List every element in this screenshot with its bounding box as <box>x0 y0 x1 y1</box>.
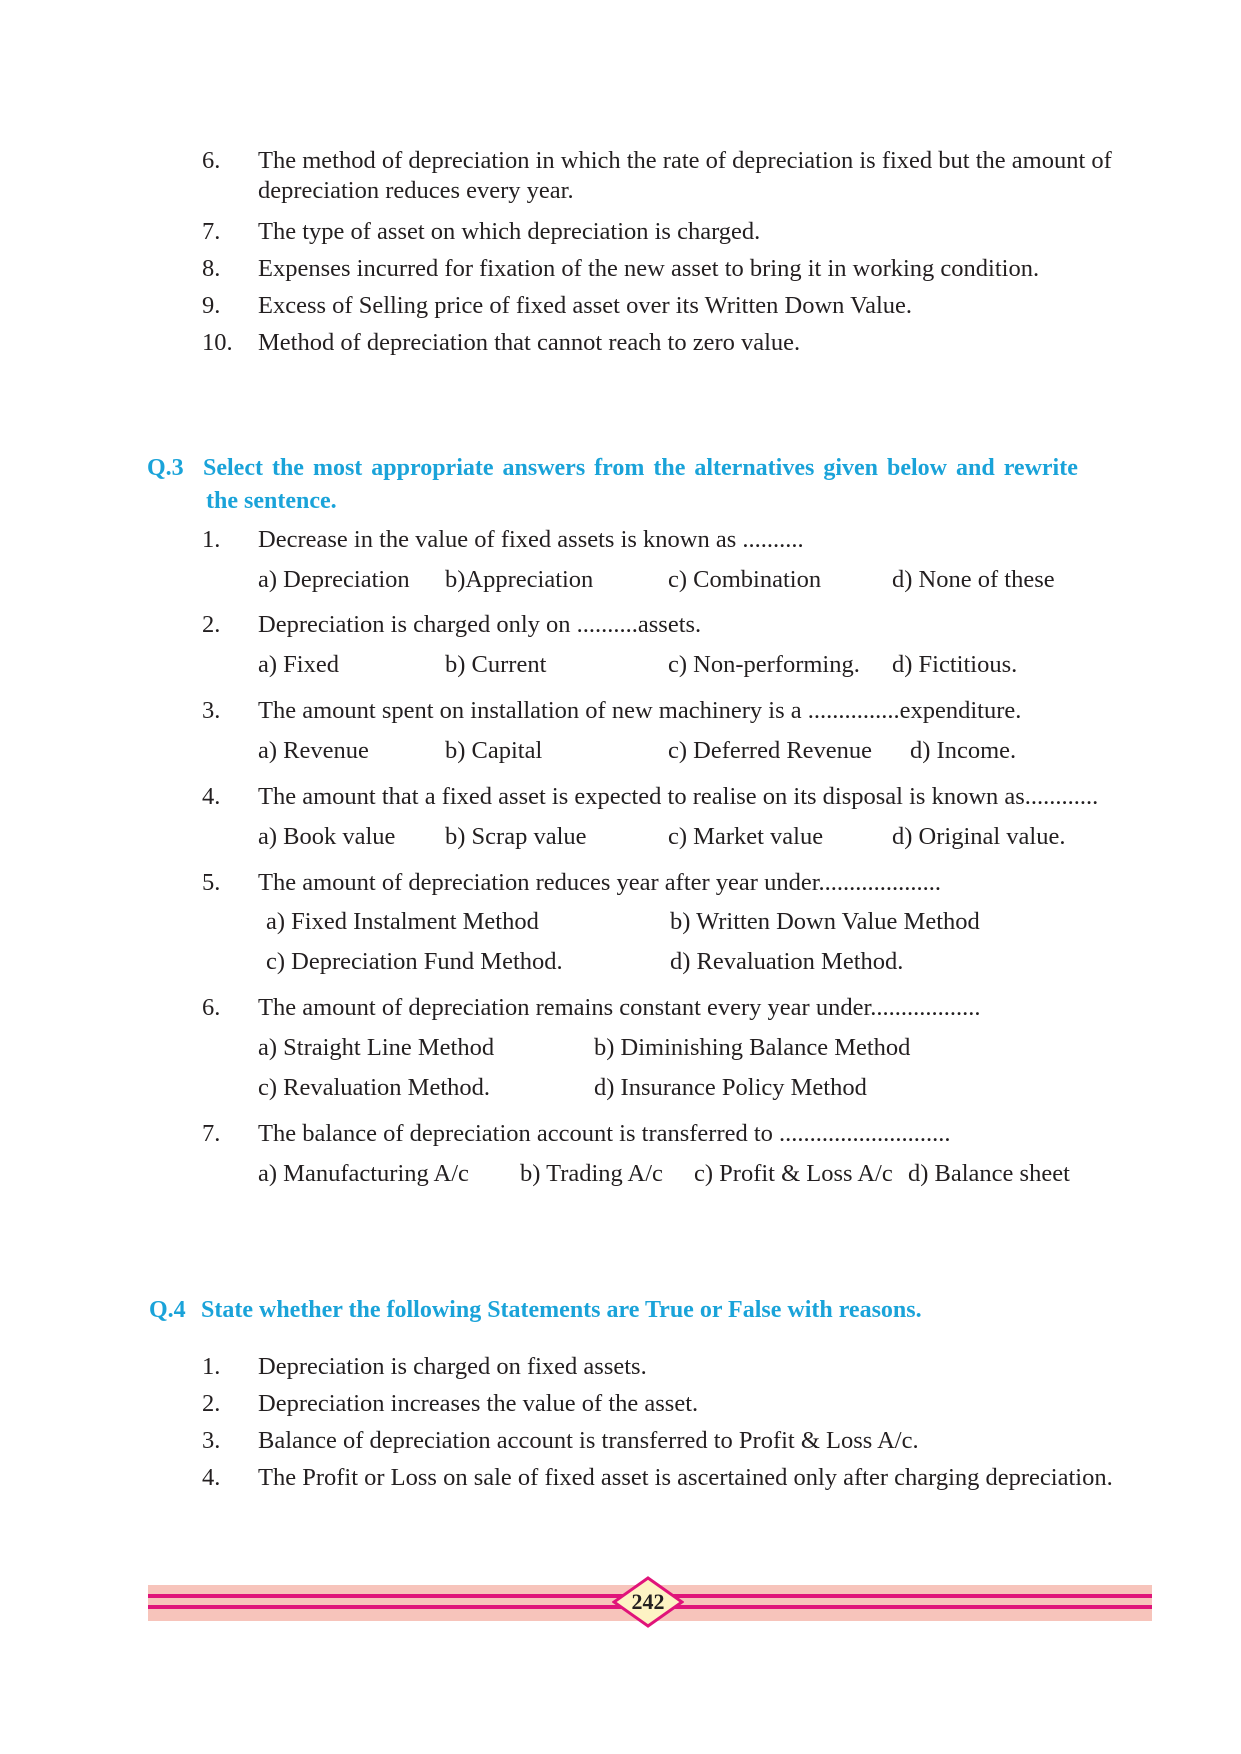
question-heading: State whether the following Statements are True or False with reasons. <box>201 1297 922 1323</box>
option-b: b) Diminishing Balance Method <box>594 1034 911 1061</box>
option-d: d) Revaluation Method. <box>670 948 904 975</box>
option-a: a) Fixed <box>258 651 339 678</box>
option-b: b) Scrap value <box>445 823 587 850</box>
item-text: Excess of Selling price of fixed asset over its Written Down Value. <box>258 292 913 319</box>
item-text: The amount that a fixed asset is expected to realise on its disposal is known as............ <box>258 783 1099 810</box>
item-number: 10. <box>202 329 233 356</box>
option-b: b) Capital <box>445 737 543 764</box>
item-number: 4. <box>202 1464 221 1491</box>
item-number: 4. <box>202 783 221 810</box>
option-d: d) Balance sheet <box>908 1160 1070 1187</box>
item-number: 6. <box>202 147 221 174</box>
item-number: 9. <box>202 292 221 319</box>
item-text: Expenses incurred for fixation of the new asset to bring it in working condition. <box>258 255 1040 282</box>
item-text: The Profit or Loss on sale of fixed asset is ascertained only after charging depreciation. <box>258 1464 1113 1491</box>
item-number: 5. <box>202 869 221 896</box>
option-c: c) Market value <box>668 823 824 850</box>
option-c: c) Revaluation Method. <box>258 1074 491 1101</box>
question-label: Q.3 <box>147 455 184 481</box>
item-text <box>258 146 1198 206</box>
item-number: 3. <box>202 1427 221 1454</box>
option-a: a) Fixed Instalment Method <box>266 908 539 935</box>
item-number: 7. <box>202 218 221 245</box>
item-text: The amount of depreciation remains constant every year under.................. <box>258 994 981 1021</box>
item-text: The balance of depreciation account is transferred to ............................ <box>258 1120 951 1147</box>
option-d: d) Insurance Policy Method <box>594 1074 867 1101</box>
option-d: d) Income. <box>910 737 1017 764</box>
item-number: 3. <box>202 697 221 724</box>
item-text: Decrease in the value of fixed assets is known as .......... <box>258 526 804 553</box>
question-heading-line: the sentence. <box>206 488 337 514</box>
item-text: The amount of depreciation reduces year after year under.................... <box>258 869 941 896</box>
option-a: a) Depreciation <box>258 566 410 593</box>
item-text: Depreciation is charged on fixed assets. <box>258 1353 647 1380</box>
item-text: Depreciation is charged only on ..........assets. <box>258 611 702 638</box>
option-a: a) Revenue <box>258 737 369 764</box>
option-b: b)Appreciation <box>445 566 594 593</box>
option-a: a) Manufacturing A/c <box>258 1160 469 1187</box>
item-text: The type of asset on which depreciation is charged. <box>258 218 761 245</box>
item-number: 6. <box>202 994 221 1021</box>
option-b: b) Trading A/c <box>520 1160 663 1187</box>
option-a: a) Straight Line Method <box>258 1034 495 1061</box>
option-d: d) None of these <box>892 566 1055 593</box>
option-c: c) Deferred Revenue <box>668 737 873 764</box>
option-d: d) Fictitious. <box>892 651 1018 678</box>
page-number: 242 <box>631 1589 665 1614</box>
item-text-line: depreciation reduces every year. <box>258 177 574 204</box>
item-text-line: The method of depreciation in which the rate of depreciation is fixed but the amount of <box>258 147 1112 174</box>
option-b: b) Written Down Value Method <box>670 908 980 935</box>
option-c: c) Depreciation Fund Method. <box>266 948 563 975</box>
option-a: a) Book value <box>258 823 396 850</box>
option-c: c) Profit & Loss A/c <box>694 1160 893 1187</box>
option-c: c) Combination <box>668 566 822 593</box>
question-label: Q.4 <box>149 1297 186 1323</box>
item-number: 8. <box>202 255 221 282</box>
option-c: c) Non-performing. <box>668 651 860 678</box>
item-number: 2. <box>202 611 221 638</box>
item-text: Balance of depreciation account is transferred to Profit & Loss A/c. <box>258 1427 919 1454</box>
option-b: b) Current <box>445 651 547 678</box>
item-number: 1. <box>202 526 221 553</box>
item-text: Depreciation increases the value of the asset. <box>258 1390 699 1417</box>
item-number: 7. <box>202 1120 221 1147</box>
item-text: The amount spent on installation of new machinery is a ...............expenditure. <box>258 697 1022 724</box>
item-text: Method of depreciation that cannot reach to zero value. <box>258 329 801 356</box>
item-number: 2. <box>202 1390 221 1417</box>
question-heading-line: Select the most appropriate answers from the alternatives given below and rewrite <box>203 455 1078 481</box>
item-number: 1. <box>202 1353 221 1380</box>
option-d: d) Original value. <box>892 823 1066 850</box>
